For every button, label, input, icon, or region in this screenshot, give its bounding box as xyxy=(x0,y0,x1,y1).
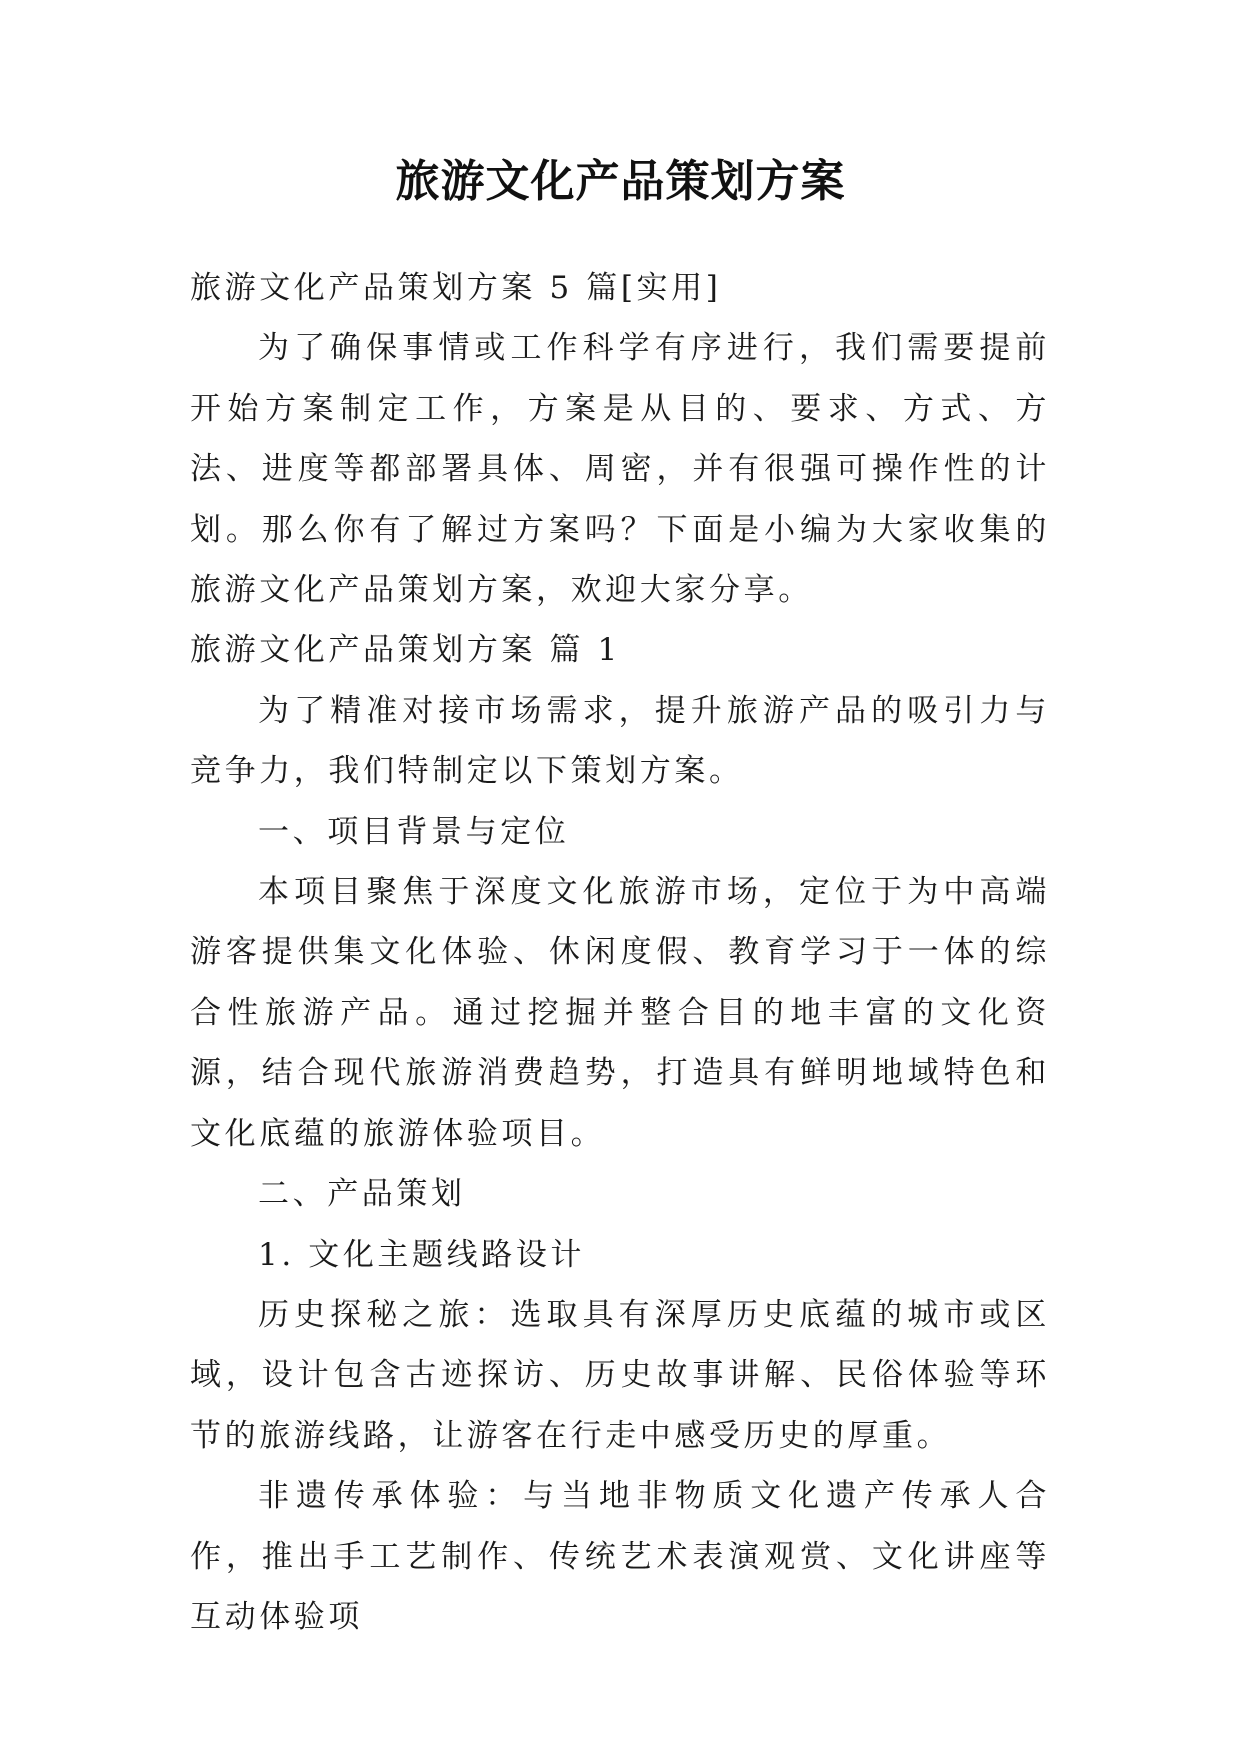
heading-route-design: 1. 文化主题线路设计 xyxy=(258,1236,586,1273)
document-body xyxy=(190,258,1050,1647)
document-title: 旅游文化产品策划方案 xyxy=(395,156,846,207)
section-heading-part-1: 旅游文化产品策划方案 篇 1 xyxy=(190,632,621,669)
paragraph-intro: 为了确保事情或工作科学有序进行，我们需要提前开始方案制定工作，方案是从目的、要求、方式、方法、进度等都部署具体、周密，并有很强可操作性的计划。那么你有了解过方案吗？下面是小编为大家收集的旅游文化产品策划方案，欢迎大家分享。 xyxy=(190,330,1050,609)
heading-product-planning: 二、产品策划 xyxy=(258,1176,466,1213)
paragraph-heritage-experience: 非遗传承体验：与当地非物质文化遗产传承人合作，推出手工艺制作、传统艺术表演观赏、文化讲座等互动体验项 xyxy=(190,1478,1050,1635)
paragraph-subtitle: 旅游文化产品策划方案 5 篇[实用] xyxy=(190,270,722,306)
heading-project-background: 一、项目背景与定位 xyxy=(258,813,570,850)
paragraph-project-background: 本项目聚焦于深度文化旅游市场，定位于为中高端游客提供集文化体验、休闲度假、教育学习于一体的综合性旅游产品。通过挖掘并整合目的地丰富的文化资源，结合现代旅游消费趋势，打造具有鲜明地域特色和文化底蕴的旅游体验项目。 xyxy=(190,874,1050,1152)
paragraph-purpose: 为了精准对接市场需求，提升旅游产品的吸引力与竞争力，我们特制定以下策划方案。 xyxy=(190,692,1050,790)
paragraph-history-tour: 历史探秘之旅：选取具有深厚历史底蕴的城市或区域，设计包含古迹探访、历史故事讲解、民俗体验等环节的旅游线路，让游客在行走中感受历史的厚重。 xyxy=(190,1296,1050,1454)
